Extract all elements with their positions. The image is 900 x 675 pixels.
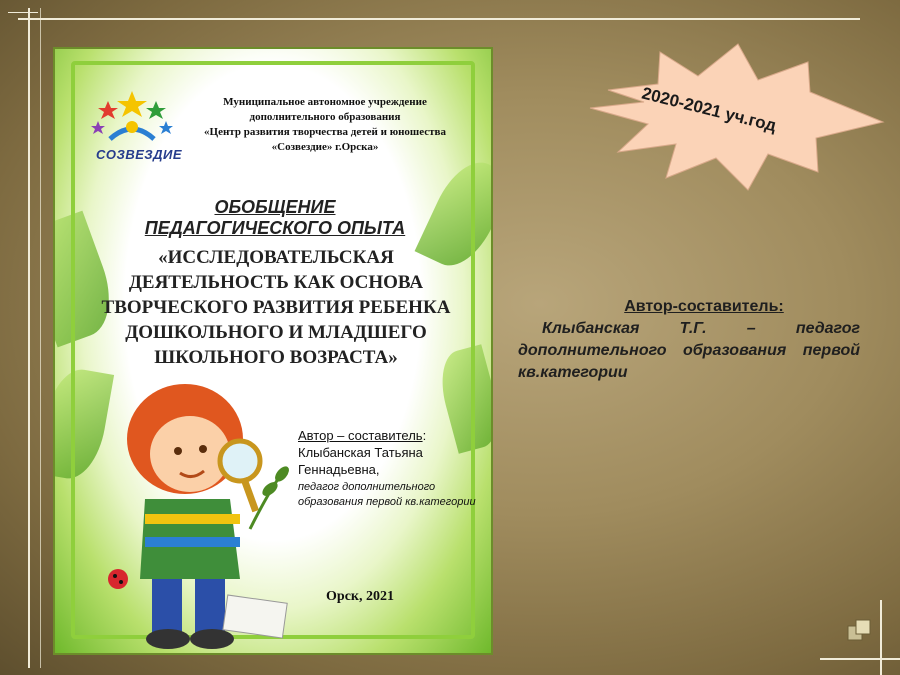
cover-page-image: [53, 47, 493, 655]
return-icon[interactable]: [846, 616, 874, 644]
subtitle-line: ТВОРЧЕСКОГО РАЗВИТИЯ РЕБЕНКА: [101, 297, 451, 318]
org-line: дополнительного образования: [249, 111, 401, 123]
cover-subtitle: [91, 245, 461, 370]
org-line: Муниципальное автономное учреждение: [223, 96, 427, 108]
subtitle-line: «ИССЛЕДОВАТЕЛЬСКАЯ: [158, 247, 394, 268]
cover-author-block: [298, 427, 483, 510]
cover-author-position: педагог дополнительного образования первой кв.категории: [298, 481, 476, 508]
child-with-magnifier-illustration: [100, 369, 290, 654]
frame-line-top: [18, 18, 860, 20]
author-text: Клыбанская Т.Г. – педагог дополнительного образования первой кв.категории: [518, 320, 860, 381]
frame-line-right: [880, 600, 882, 675]
author-block-heading-line: [518, 296, 860, 318]
cover-author-heading: Автор – составитель: [298, 428, 423, 443]
logo-text: СОЗВЕЗДИЕ: [96, 147, 183, 162]
organization-name: [185, 95, 465, 155]
title-line: ОБОБЩЕНИЕ: [214, 197, 336, 217]
author-heading: Автор-составитель: [624, 298, 779, 315]
cover-city-year: Орск, 2021: [326, 589, 394, 604]
author-block: [518, 296, 860, 384]
school-year-label: 2020-2021 уч.год: [639, 83, 779, 136]
org-line: «Созвездие» г.Орска»: [271, 141, 379, 153]
subtitle-line: ДОШКОЛЬНОГО И МЛАДШЕГО: [125, 322, 427, 343]
cover-author-colon: :: [422, 428, 427, 443]
org-line: «Центр развития творчества детей и юношества: [204, 126, 446, 138]
cover-author-name-2: Геннадьевна,: [298, 462, 380, 477]
cover-author-name-1: Клыбанская Татьяна: [298, 445, 423, 460]
subtitle-line: ШКОЛЬНОГО ВОЗРАСТА»: [154, 347, 398, 368]
frame-line-left: [28, 8, 30, 668]
frame-line-left-inner: [40, 8, 41, 668]
title-line: ПЕДАГОГИЧЕСКОГО ОПЫТА: [144, 218, 406, 238]
frame-line-bottom: [820, 658, 900, 660]
frame-line-top-short: [8, 12, 38, 13]
subtitle-line: ДЕЯТЕЛЬНОСТЬ КАК ОСНОВА: [128, 272, 424, 293]
author-heading-colon: :: [778, 298, 784, 315]
cover-title: [105, 197, 445, 239]
